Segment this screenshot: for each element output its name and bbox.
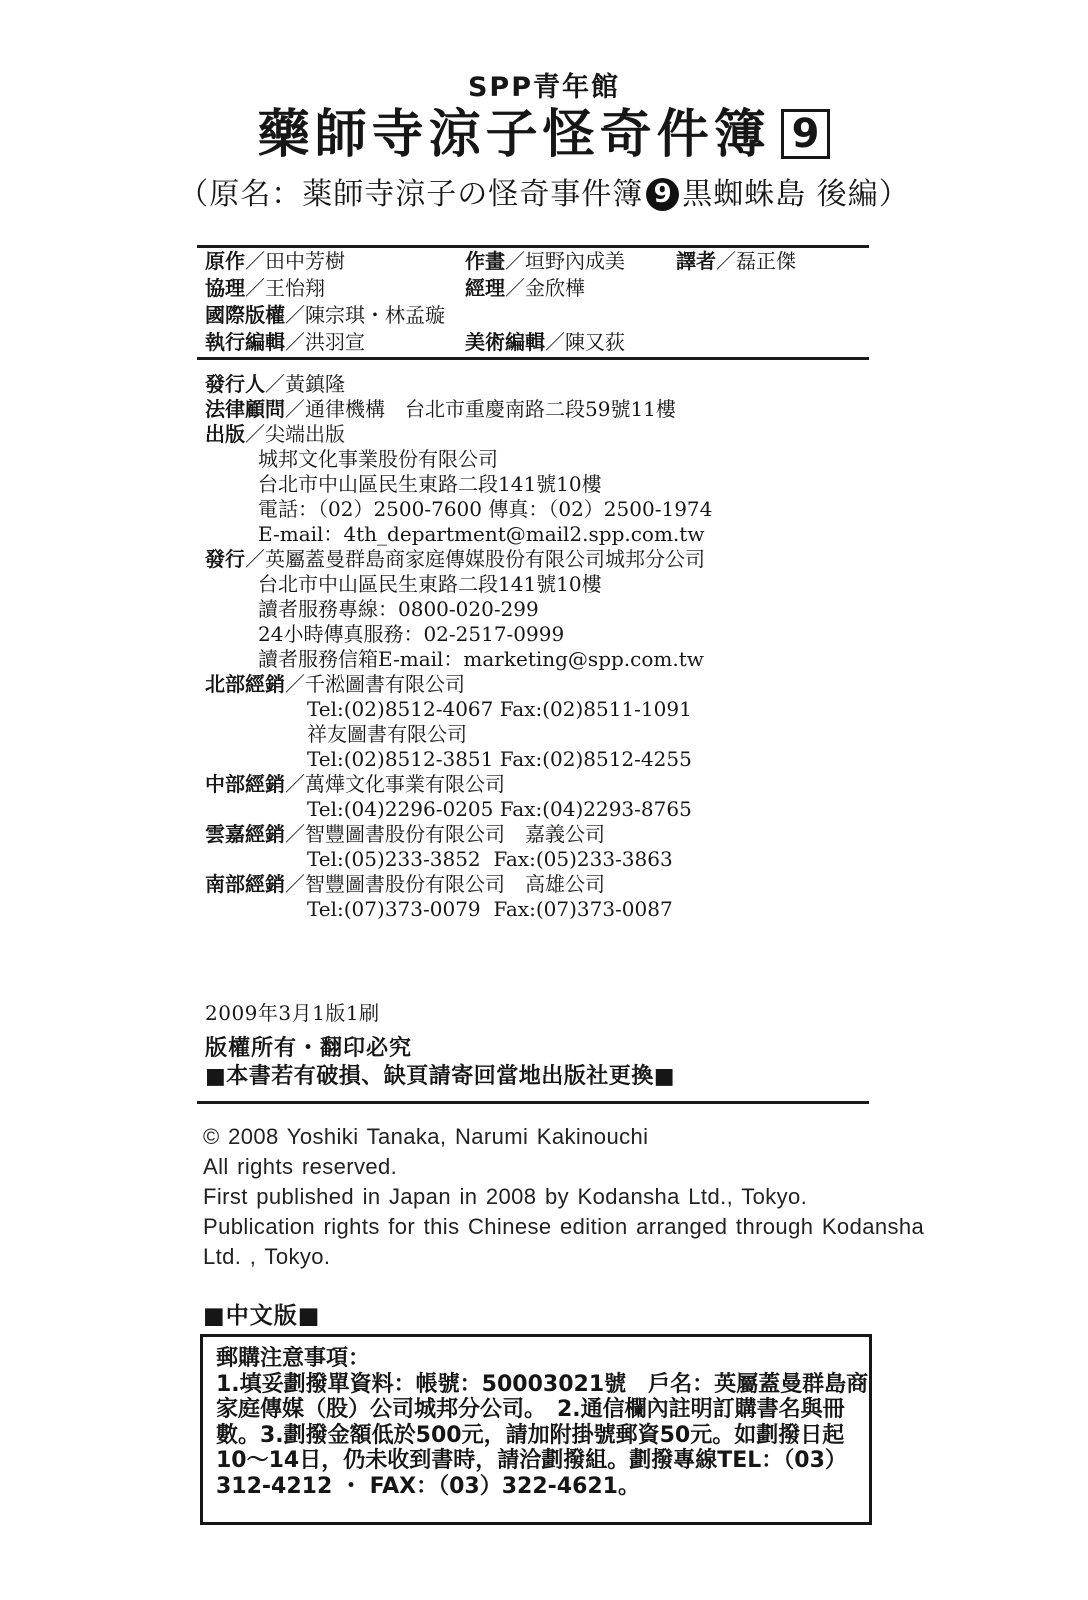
credit-item	[205, 330, 365, 354]
line-text: 讀者服務信箱E-mail：marketing@spp.com.tw	[258, 647, 704, 671]
credit-item	[465, 330, 625, 354]
line-text: 電話：（02）2500-7600 傳真：（02）2500-1974	[258, 497, 713, 521]
line-text: 台北市中山區民生東路二段141號10樓	[258, 472, 602, 496]
line-label: 法律顧問	[205, 397, 285, 421]
book-title	[22, 106, 1066, 164]
line-label: 發行人	[205, 372, 265, 396]
credit-item	[465, 276, 585, 300]
credit-separator: ／	[505, 276, 525, 300]
volume-number-boxed: 9	[781, 109, 831, 159]
credits-section	[205, 249, 895, 357]
line-text: Tel:(04)2296-0205 Fax:(04)2293-8765	[307, 797, 692, 821]
publisher-line	[205, 422, 895, 447]
line-text: E-mail：4th_department@mail2.spp.com.tw	[258, 522, 705, 546]
masthead	[22, 72, 1066, 213]
publisher-line	[205, 397, 895, 422]
line-text: 智豐圖書股份有限公司 高雄公司	[305, 872, 605, 896]
credits-row	[205, 276, 895, 303]
credit-label: 執行編輯	[205, 330, 285, 354]
english-copyright-section	[203, 1122, 943, 1272]
divider-bottom	[197, 1101, 869, 1104]
publisher-line	[205, 772, 895, 797]
credit-item	[205, 276, 325, 300]
credit-name: 陳宗琪・林孟璇	[305, 303, 445, 327]
mail-order-line: 312-4212 ・ FAX：（03）322-4621。	[216, 1473, 640, 1499]
publisher-line	[205, 672, 895, 697]
credit-label: 作畫	[465, 249, 505, 273]
volume-number-circled: 9	[646, 178, 679, 211]
line-text: 讀者服務專線：0800-020-299	[258, 597, 539, 621]
line-text: 尖端出版	[265, 422, 345, 446]
credit-name: 陳又荻	[565, 330, 625, 354]
chinese-edition-label: ■中文版■	[203, 1303, 321, 1329]
publisher-line	[205, 647, 895, 672]
mail-order-line: 家庭傳媒（股）公司城邦分公司。 2.通信欄內註明訂購書名與冊	[216, 1397, 845, 1423]
copyright-line: First published in Japan in 2008 by Kodansha Ltd., Tokyo.	[203, 1184, 808, 1209]
line-label: 北部經銷	[205, 672, 285, 696]
line-text: 台北市中山區民生東路二段141號10樓	[258, 572, 602, 596]
line-text: 通律機構 台北市重慶南路二段59號11樓	[305, 397, 676, 421]
publisher-line	[205, 497, 895, 522]
line-text: 千淞圖書有限公司	[305, 672, 465, 696]
credit-label: 國際版權	[205, 303, 285, 327]
credit-separator: ／	[545, 330, 565, 354]
book-title-text: 藥師寺涼子怪奇件簿	[257, 105, 771, 165]
publisher-line	[205, 822, 895, 847]
publisher-line	[205, 547, 895, 572]
credit-separator: ／	[285, 330, 305, 354]
credit-name: 金欣樺	[525, 276, 585, 300]
original-title-suffix: 黒蜘蛛島 後編）	[682, 177, 910, 212]
credit-item	[465, 249, 625, 273]
line-separator: ／	[285, 872, 305, 896]
publisher-line	[205, 722, 895, 747]
imprint-label: SPP青年館	[467, 72, 621, 103]
mail-order-box	[200, 1334, 872, 1525]
printing-info: 2009年3月1版1刷	[205, 1001, 380, 1025]
credit-name: 磊正傑	[736, 249, 796, 273]
line-text: 城邦文化事業股份有限公司	[258, 447, 498, 471]
line-separator: ／	[245, 547, 265, 571]
line-text: Tel:(07)373-0079 Fax:(07)373-0087	[307, 897, 673, 921]
line-text: 24小時傳真服務：02-2517-0999	[258, 622, 565, 646]
line-text: 智豐圖書股份有限公司 嘉義公司	[305, 822, 605, 846]
line-text: 萬燁文化事業有限公司	[305, 772, 505, 796]
line-label: 發行	[205, 547, 245, 571]
copyright-line: Publication rights for this Chinese edition arranged through Kodansha	[203, 1214, 925, 1239]
publisher-line	[205, 472, 895, 497]
line-text: 英屬蓋曼群島商家庭傳媒股份有限公司城邦分公司	[265, 547, 705, 571]
publisher-line	[205, 747, 895, 772]
divider-middle	[197, 357, 869, 360]
mail-order-line: 數。3.劃撥金額低於500元，請加附掛號郵資50元。如劃撥日起	[216, 1422, 845, 1448]
publisher-line	[205, 572, 895, 597]
publisher-line	[205, 447, 895, 472]
credit-label: 協理	[205, 276, 245, 300]
mail-order-line: 10～14日，仍未收到書時，請洽劃撥組。劃撥專線TEL：（03）	[216, 1448, 847, 1474]
original-title-prefix: （原名：薬師寺涼子の怪奇事件簿	[178, 177, 644, 212]
credits-row	[205, 330, 895, 357]
credit-item	[676, 249, 796, 273]
credit-item	[205, 249, 345, 273]
credit-separator: ／	[285, 303, 305, 327]
credit-name: 王怡翔	[265, 276, 325, 300]
line-label: 雲嘉經銷	[205, 822, 285, 846]
publisher-line	[205, 372, 895, 397]
credit-label: 譯者	[676, 249, 716, 273]
line-text: Tel:(02)8512-4067 Fax:(02)8511-1091	[307, 697, 692, 721]
publisher-line	[205, 522, 895, 547]
original-title	[22, 177, 1066, 213]
credit-name: 田中芳樹	[265, 249, 345, 273]
publisher-line	[205, 872, 895, 897]
publisher-line	[205, 622, 895, 647]
publisher-line	[205, 797, 895, 822]
mail-order-line: 郵購注意事項：	[216, 1346, 371, 1371]
line-separator: ／	[285, 772, 305, 796]
publisher-line	[205, 897, 895, 922]
credit-name: 垣野內成美	[525, 249, 625, 273]
line-text: 黃鎮隆	[285, 372, 345, 396]
credit-separator: ／	[245, 249, 265, 273]
credits-row	[205, 249, 895, 276]
line-separator: ／	[285, 672, 305, 696]
credit-name: 洪羽宣	[305, 330, 365, 354]
credit-separator: ／	[245, 276, 265, 300]
credit-separator: ／	[505, 249, 525, 273]
copyright-notice: 版權所有・翻印必究	[205, 1036, 413, 1061]
line-separator: ／	[245, 422, 265, 446]
publisher-line	[205, 597, 895, 622]
mail-order-line: 1.填妥劃撥單資料：帳號：50003021號 戶名：英屬蓋曼群島商	[216, 1371, 869, 1397]
divider-top	[197, 245, 869, 248]
line-label: 出版	[205, 422, 245, 446]
copyright-line: All rights reserved.	[203, 1154, 398, 1179]
copyright-line: Ltd. , Tokyo.	[203, 1244, 331, 1269]
line-separator: ／	[265, 372, 285, 396]
credit-label: 美術編輯	[465, 330, 545, 354]
line-text: Tel:(02)8512-3851 Fax:(02)8512-4255	[307, 747, 692, 771]
publisher-line	[205, 847, 895, 872]
line-text: Tel:(05)233-3852 Fax:(05)233-3863	[307, 847, 673, 871]
line-label: 中部經銷	[205, 772, 285, 796]
credit-label: 經理	[465, 276, 505, 300]
copyright-line: © 2008 Yoshiki Tanaka, Narumi Kakinouchi	[203, 1124, 649, 1149]
publisher-line	[205, 697, 895, 722]
credit-separator: ／	[716, 249, 736, 273]
line-label: 南部經銷	[205, 872, 285, 896]
credits-row	[205, 303, 895, 330]
credit-label: 原作	[205, 249, 245, 273]
line-separator: ／	[285, 397, 305, 421]
publisher-section	[205, 372, 895, 922]
damage-replacement-notice: ■本書若有破損、缺頁請寄回當地出版社更換■	[205, 1064, 676, 1089]
credit-item	[205, 303, 445, 327]
line-separator: ／	[285, 822, 305, 846]
line-text: 祥友圖書有限公司	[307, 722, 467, 746]
